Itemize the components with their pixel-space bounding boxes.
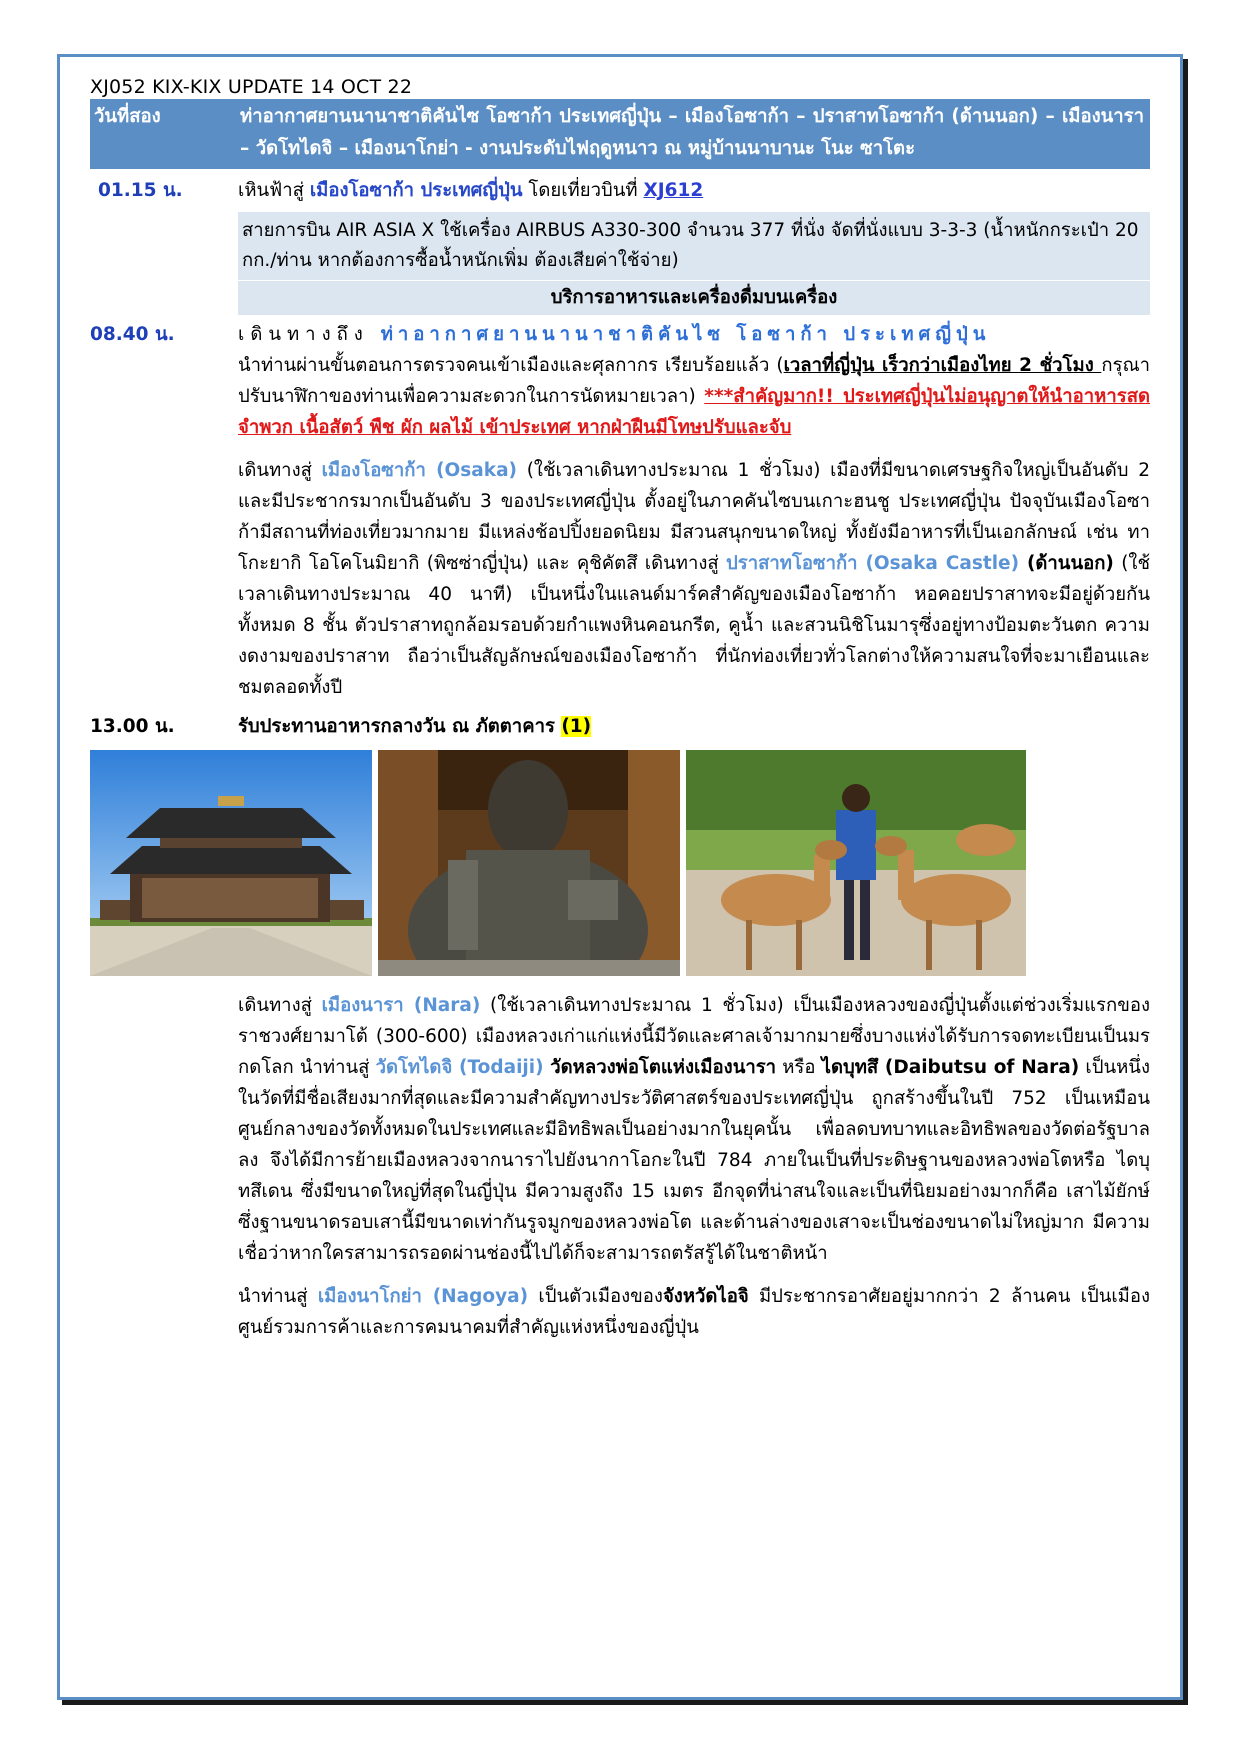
tour-code: XJ052 KIX-KIX UPDATE 14 OCT 22 bbox=[90, 76, 413, 98]
content-1300 bbox=[238, 711, 1150, 742]
text: เป็นตัวเมืองของ bbox=[528, 1286, 663, 1307]
time-1300: 13.00 น. bbox=[90, 716, 175, 737]
nagoya-city: เมืองนาโกย่า (Nagoya) bbox=[317, 1286, 529, 1307]
osaka-paragraph bbox=[238, 455, 1150, 703]
outside-note: (ด้านนอก) bbox=[1019, 553, 1114, 574]
text: (ใช้เวลาเดินทางประมาณ 1 ชั่วโมง) เมืองที่มีขนาดเศรษฐกิจใหญ่เป็นอันดับ 2 และมีประชากรมากเป็นอันดับ 3 ของประเทศญี่ปุ่น ตั้งอยู่ในภาคคันไซบนเกาะฮนชู ประเทศญี่ปุ่น ปัจจุบันเมืองโอซาก้ามีสถานที่ท่องเที่ยวมากมาย มีแหล่งช้อปปิ้งยอดนิยม มีสวนสนุกขนาดใหญ่ ทั้งยังมีอาหารที่เป็นเอกลักษณ์ เช่น ทาโกะยากิ โอโคโนมิยากิ (พิซซ่าญี่ปุ่น) และ คุชิคัตสึ เดินทางสู่ bbox=[238, 460, 1150, 574]
daibutsu: ไดบุทสึ (Daibutsu of Nara) bbox=[821, 1057, 1080, 1078]
text: เดินทางสู่ bbox=[238, 460, 322, 481]
meal-box: บริการอาหารและเครื่องดื่มบนเครื่อง bbox=[238, 281, 1150, 315]
text: (ใช้เวลาเดินทางประมาณ 40 นาที) เป็นหนึ่งในแลนด์มาร์คสำคัญของเมืองโอซาก้า หอคอยปราสาทจะมีอยู่ด้วยกันทั้งหมด 8 ชั้น ตัวปราสาทถูกล้อมรอบด้วยกำแพงหินคอนกรีต, คูน้ำ และสวนนิชิโนมารุซึ่งอยู่ทางป้อมตะวันตก ความงดงามของปราสาท ถือว่าเป็นสัญลักษณ์ของเมืองโอซาก้า ที่นักท่องเที่ยวทั่วโลกต่างให้ความสนใจที่จะมาเยือนและชมตลอดทั้งปี bbox=[238, 553, 1151, 698]
time-note: เวลาที่ญี่ปุ่น เร็วกว่าเมืองไทย 2 ชั่วโมง bbox=[783, 355, 1102, 376]
warning-text: ***สำคัญมาก!! ประเทศญี่ปุ่นไม่อนุญาตให้นำอาหารสด จำพวก เนื้อสัตว์ พืช ผัก ผลไม้ เข้าประเทศ หากฝ่าฝืนมีโทษปรับและจับ bbox=[238, 386, 1150, 438]
text: หรือ bbox=[776, 1057, 822, 1078]
photo-strip bbox=[90, 750, 1150, 976]
text: เดินทางสู่ bbox=[238, 995, 322, 1016]
osaka-city: เมืองโอซาก้า (Osaka) bbox=[321, 460, 518, 481]
meal-number: (1) bbox=[561, 716, 592, 737]
content-0115 bbox=[238, 175, 1150, 206]
text: นำท่านผ่านขั้นตอนการตรวจคนเข้าเมืองและศุลกากร เรียบร้อยแล้ว ( bbox=[238, 355, 784, 376]
nara-deer-photo bbox=[686, 750, 1026, 976]
text: เหินฟ้าสู่ bbox=[238, 180, 310, 201]
arrive-prefix: เดินทางถึง bbox=[238, 324, 381, 345]
nara-city: เมืองนารา (Nara) bbox=[321, 995, 481, 1016]
itinerary-content bbox=[90, 75, 1150, 1343]
todaiji-temple-photo bbox=[90, 750, 372, 976]
day-label: วันที่สอง bbox=[94, 106, 161, 127]
item-0840 bbox=[90, 319, 1150, 443]
arrive-place: ท่าอากาศยานนานาชาติคันไซ โอซาก้า ประเทศญี่ปุ่น bbox=[380, 324, 991, 345]
time-0115: 01.15 น. bbox=[98, 180, 183, 201]
page-frame bbox=[57, 54, 1183, 1700]
content-0840 bbox=[238, 319, 1150, 443]
day-title: ท่าอากาศยานนานาชาติคันไซ โอซาก้า ประเทศญี่ปุ่น – เมืองโอซาก้า – ปราสาทโอซาก้า (ด้านนอก) – เมืองนารา – วัดโทไดจิ – เมืองนาโกย่า - งานประดับไฟฤดูหนาว ณ หมู่บ้านนาบานะ โนะ ซาโตะ bbox=[240, 106, 1144, 159]
immigration-text bbox=[238, 350, 1150, 443]
todaiji-temple: วัดโทไดจิ (Todaiji) bbox=[375, 1057, 544, 1078]
item-1300 bbox=[90, 711, 1150, 742]
day-header bbox=[90, 99, 1150, 169]
nara-paragraph bbox=[238, 990, 1150, 1269]
osaka-castle: ปราสาทโอซาก้า (Osaka Castle) bbox=[726, 553, 1020, 574]
text: นำท่านสู่ bbox=[238, 1286, 318, 1307]
text: รับประทานอาหารกลางวัน ณ ภัตตาคาร bbox=[238, 716, 562, 737]
arrival-line bbox=[238, 319, 1150, 350]
temple-desc: วัดหลวงพ่อโตแห่งเมืองนารา bbox=[543, 1057, 777, 1078]
flight-link[interactable]: XJ612 bbox=[643, 180, 704, 201]
destination: เมืองโอซาก้า ประเทศญี่ปุ่น bbox=[309, 180, 523, 201]
text: กรุณาปรับนาฬิกาของท่านเพื่อความสะดวกในการนัดหมายเวลา) bbox=[238, 355, 1151, 407]
aichi-prefecture: จังหวัดไอจิ bbox=[662, 1286, 749, 1307]
nagoya-paragraph bbox=[238, 1281, 1150, 1343]
time-0840: 08.40 น. bbox=[90, 324, 175, 345]
item-0115 bbox=[90, 175, 1150, 206]
text: โดยเที่ยวบินที่ bbox=[522, 180, 644, 201]
text: เป็นหนึ่งในวัดที่มีชื่อเสียงมากที่สุดและมีความสำคัญทางประวัติศาสตร์ของประเทศญี่ปุ่น ถูกสร้างขึ้นในปี 752 เป็นเหมือนศูนย์กลางของวัดทั้งหมดในประเทศและมีอิทธิพลเป็นอย่างมากในยุคนั้น เพื่อลดบทบาทและอิทธิพลของวัดต่อรัฐบาลลง จึงได้มีการย้ายเมืองหลวงจากนาราไปยังนากาโอกะในปี 784 ภายในเป็นที่ประดิษฐานของหลวงพ่อโตหรือ ไดบุทสึเดน ซึ่งมีขนาดใหญ่ที่สุดในญี่ปุ่น มีความสูงถึง 15 เมตร อีกจุดที่น่าสนใจและเป็นที่นิยมอย่างมากก็คือ เสาไม้ยักษ์ ซึ่งฐานขนาดรอบเสานี้มีขนาดเท่ากันรูจมูกของหลวงพ่อโต และด้านล่างของเสาจะเป็นช่องขนาดไม่ใหญ่มาก มีความเชื่อว่าหากใครสามารถรอดผ่านช่องนี้ไปได้ก็จะสามารถตรัสรู้ได้ในชาติหน้า bbox=[238, 1057, 1150, 1264]
text: มีประชากรอาศัยอยู่มากกว่า 2 ล้านคน เป็นเมืองศูนย์รวมการค้าและการคมนาคมที่สำคัญแห่งหนึ่งของญี่ปุ่น bbox=[238, 1286, 1150, 1338]
flight-info-box: สายการบิน AIR ASIA X ใช้เครื่อง AIRBUS A330-300 จำนวน 377 ที่นั่ง จัดที่นั่งแบบ 3-3-3 (น้ำหนักกระเป๋า 20 กก./ท่าน หากต้องการซื้อน้ำหนักเพิ่ม ต้องเสียค่าใช้จ่าย) bbox=[238, 212, 1150, 281]
daibutsu-buddha-photo bbox=[378, 750, 680, 976]
text: (ใช้เวลาเดินทางประมาณ 1 ชั่วโมง) เป็นเมืองหลวงของญี่ปุ่นตั้งแต่ช่วงเริ่มแรกของราชวงศ์ยามาโต้ (300-600) เมืองหลวงเก่าแก่แห่งนี้มีวัดและศาลเจ้ามากมายซึ่งบางแห่งได้รับการจดทะเบียนเป็นมรกดโลก นำท่านสู่ bbox=[238, 995, 1150, 1078]
